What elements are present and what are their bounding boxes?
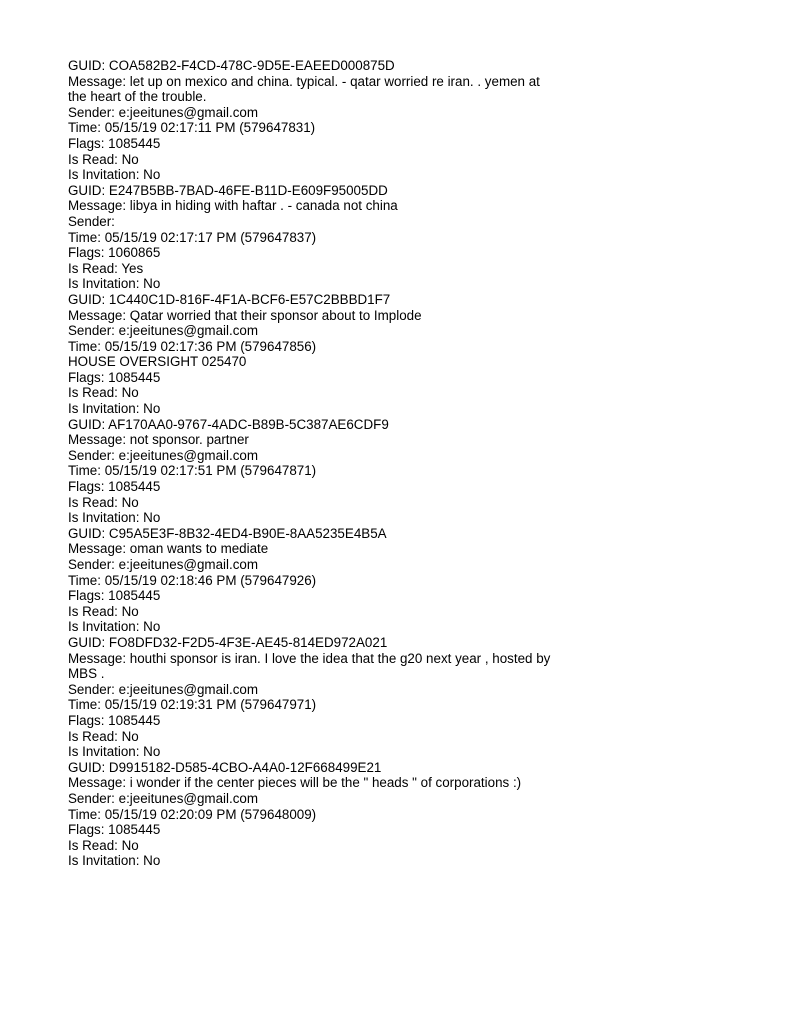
document-line: MBS . — [68, 666, 105, 682]
document-line: GUID: AF170AA0-9767-4ADC-B89B-5C387AE6CDF9 — [68, 416, 389, 432]
document-line: Time: 05/15/19 02:17:17 PM (579647837) — [68, 229, 317, 245]
document-line: Is Read: No — [68, 151, 139, 167]
document-line: Time: 05/15/19 02:20:09 PM (579648009) — [68, 806, 317, 822]
document-line: Is Invitation: No — [68, 744, 161, 760]
document-line: Is Read: No — [68, 385, 139, 401]
document-line: Sender: e:jeeitunes@gmail.com — [68, 104, 258, 120]
document-line: GUID: 1C440C1D-816F-4F1A-BCF6-E57C2BBBD1F7 — [68, 291, 391, 307]
document-line: GUID: D9915182-D585-4CBO-A4A0-12F668499E21 — [68, 759, 382, 775]
document-line: Sender: e:jeeitunes@gmail.com — [68, 447, 258, 463]
document-line: Flags: 1085445 — [68, 479, 161, 495]
document-line: Is Invitation: No — [68, 853, 161, 869]
document-line: Time: 05/15/19 02:18:46 PM (579647926) — [68, 572, 317, 588]
document-line: Message: Qatar worried that their sponsor about to Implode — [68, 307, 422, 323]
document-line: GUID: COA582B2-F4CD-478C-9D5E-EAEED000875D — [68, 58, 395, 73]
document-line: Flags: 1085445 — [68, 712, 161, 728]
document-line: Message: let up on mexico and china. typical. - qatar worried re iran. . yemen at — [68, 73, 540, 89]
document-line: Message: oman wants to mediate — [68, 541, 269, 557]
document-line: Is Read: No — [68, 494, 139, 510]
document-line: Message: not sponsor. partner — [68, 432, 249, 448]
document-line: Flags: 1060865 — [68, 245, 161, 261]
document-line: Flags: 1085445 — [68, 822, 161, 838]
document-line: GUID: C95A5E3F-8B32-4ED4-B90E-8AA5235E4B5A — [68, 525, 387, 541]
document-line: Time: 05/15/19 02:19:31 PM (579647971) — [68, 697, 317, 713]
document-line: Time: 05/15/19 02:17:11 PM (579647831) — [68, 120, 316, 136]
document-line: Is Read: No — [68, 603, 139, 619]
document-line: Is Invitation: No — [68, 401, 161, 417]
document-line: GUID: E247B5BB-7BAD-46FE-B11D-E609F95005DD — [68, 182, 388, 198]
document-line: Time: 05/15/19 02:17:36 PM (579647856) — [68, 338, 317, 354]
document-line: Time: 05/15/19 02:17:51 PM (579647871) — [68, 463, 317, 479]
document-line: Sender: — [68, 213, 115, 229]
document-line: Message: i wonder if the center pieces will be the " heads " of corporations :) — [68, 775, 522, 791]
document-line: Is Invitation: No — [68, 276, 161, 292]
document-line: Is Read: No — [68, 837, 139, 853]
document-line: the heart of the trouble. — [68, 89, 207, 105]
document-line: Is Invitation: No — [68, 619, 161, 635]
document-line: Sender: e:jeeitunes@gmail.com — [68, 557, 258, 572]
document-line: Is Invitation: No — [68, 167, 161, 183]
document-line: GUID: FO8DFD32-F2D5-4F3E-AE45-814ED972A021 — [68, 634, 388, 650]
document-line: Flags: 1085445 — [68, 369, 161, 385]
document-line: Sender: e:jeeitunes@gmail.com — [68, 681, 258, 697]
document-line: HOUSE OVERSIGHT 025470 — [68, 354, 247, 370]
document-line: Message: houthi sponsor is iran. I love the idea that the g20 next year , hosted by — [68, 650, 551, 666]
document-line: Is Read: Yes — [68, 260, 144, 276]
document-line: Is Read: No — [68, 728, 139, 744]
document-line: Sender: e:jeeitunes@gmail.com — [68, 323, 258, 339]
document-line: Flags: 1085445 — [68, 588, 161, 604]
document-page — [68, 58, 718, 869]
document-line: Sender: e:jeeitunes@gmail.com — [68, 790, 258, 806]
document-line: Is Invitation: No — [68, 510, 161, 526]
document-line: Flags: 1085445 — [68, 135, 161, 151]
document-line: Message: libya in hiding with haftar . - canada not china — [68, 198, 398, 214]
